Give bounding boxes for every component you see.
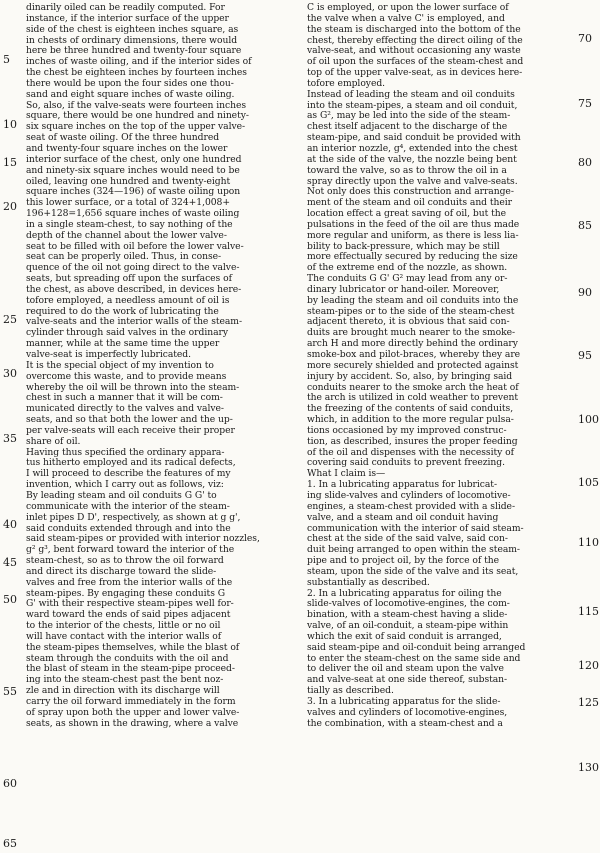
- text-line: more securely shielded and protected against: [307, 360, 519, 371]
- text-line: to enter the steam-chest on the same side and: [307, 653, 521, 664]
- text-line: the steam is discharged into the bottom of the: [307, 24, 521, 35]
- text-line: sand and eight square inches of waste oiling.: [26, 89, 235, 100]
- text-line: smoke-box and pilot-braces, whereby they are: [307, 350, 521, 360]
- text-line: ward toward the ends of said pipes adjacent: [26, 610, 231, 621]
- text-line: C is employed, or upon the lower surface of: [307, 3, 509, 13]
- text-line: seats, and so that both the lower and the up-: [26, 415, 233, 426]
- line-number: 85: [578, 219, 592, 232]
- line-number: 35: [3, 432, 17, 445]
- line-number: 40: [3, 518, 17, 531]
- text-line: steam-pipes. By engaging these conduits G: [26, 588, 226, 599]
- text-line: which the exit of said conduit is arranged,: [307, 631, 502, 642]
- text-line: as G², may be led into the side of the steam-: [307, 111, 511, 122]
- line-number: 75: [578, 97, 592, 110]
- line-number: 90: [578, 286, 592, 299]
- line-number: 120: [578, 659, 599, 672]
- text-line: depth of the channel about the lower valve-: [26, 230, 227, 241]
- text-line: tially as described.: [307, 686, 394, 697]
- text-line: valve, and a steam and oil conduit having: [307, 512, 499, 523]
- line-number: 130: [578, 761, 599, 774]
- line-number: 60: [3, 777, 17, 790]
- line-number: 105: [578, 476, 599, 489]
- text-line: the steam-pipes themselves, while the blast of: [26, 642, 240, 653]
- line-number: 10: [3, 118, 17, 131]
- text-line: seats, as shown in the drawing, where a valve: [26, 718, 239, 729]
- text-line: which, in addition to the more regular pulsa-: [307, 415, 514, 426]
- text-line: The conduits G G' G² may lead from any or-: [307, 274, 508, 285]
- text-line: the blast of steam in the steam-pipe proceed-: [26, 664, 235, 675]
- line-number: 95: [578, 349, 592, 362]
- text-line: the combination, with a steam-chest and a: [307, 718, 503, 729]
- text-line: duits are brought much nearer to the smoke-: [307, 328, 516, 339]
- text-line: side of the chest is eighteen inches square, as: [26, 24, 239, 35]
- text-line: bination, with a steam-chest having a slide-: [307, 610, 508, 621]
- text-line: slide-valves of locomotive-engines, the com-: [307, 599, 510, 610]
- text-line: inches of waste oiling, and if the interior sides of: [26, 57, 252, 68]
- text-line: valves and free from the interior walls of the: [26, 577, 233, 588]
- text-line: the arch is utilized in cold weather to prevent: [307, 393, 518, 404]
- text-line: to the interior of the chests, little or no oil: [26, 621, 221, 632]
- text-line: interior surface of the chest, only one hundred: [26, 154, 242, 165]
- text-line: steam-chest, so as to throw the oil forward: [26, 556, 224, 567]
- line-number: 30: [3, 367, 17, 380]
- text-line: said conduits extended through and into the: [26, 523, 231, 534]
- line-number: 15: [3, 156, 17, 169]
- text-line: toward the valve, so as to throw the oil in a: [307, 165, 507, 176]
- text-line: of spray upon both the upper and lower valve-: [26, 707, 240, 718]
- text-line: communicate with the interior of the steam-: [26, 501, 230, 512]
- text-line: square inches (324—196) of waste oiling upon: [26, 187, 241, 198]
- text-line: chest at the side of the said valve, said con-: [307, 534, 508, 545]
- text-line: the chest be eighteen inches by fourteen inches: [26, 68, 247, 79]
- text-line: required to do the work of lubricating the: [26, 306, 219, 317]
- text-line: I will proceed to describe the features of my: [26, 469, 231, 480]
- text-line: said steam-pipes or provided with interior nozzles,: [26, 534, 260, 545]
- text-line: 2. In a lubricating apparatus for oiling the: [307, 588, 502, 599]
- text-line: will have contact with the interior walls of: [26, 631, 222, 642]
- text-line: G' with their respective steam-pipes well for-: [26, 599, 234, 610]
- text-line: 3. In a lubricating apparatus for the slide-: [307, 697, 501, 707]
- text-line: and twenty-four square inches on the lower: [26, 143, 228, 154]
- text-line: covering said conduits to prevent freezing.: [307, 458, 505, 469]
- text-line: ing into the steam-chest past the bent noz-: [26, 675, 224, 686]
- text-line: communication with the interior of said steam-: [307, 523, 524, 534]
- text-line: instance, if the interior surface of the upper: [26, 13, 229, 24]
- text-line: seats, but spreading off upon the surfaces of: [26, 274, 232, 285]
- text-line: there would be upon the four sides one thou-: [26, 78, 234, 89]
- text-line: valve, of an oil-conduit, a steam-pipe within: [307, 621, 509, 632]
- text-line: invention, which I carry out as follows, viz:: [26, 480, 224, 491]
- text-line: substantially as described.: [307, 577, 430, 588]
- text-line: tion, as described, insures the proper feeding: [307, 436, 518, 447]
- text-line: valve-seats and the interior walls of the steam-: [26, 317, 243, 328]
- text-line: g² g³, bent forward toward the interior of the: [26, 545, 235, 556]
- text-line: tus hitherto employed and its radical defects,: [26, 458, 236, 469]
- text-line: said steam-pipe and oil-conduit being arranged: [307, 642, 526, 653]
- line-number: 110: [578, 536, 599, 549]
- text-line: of the extreme end of the nozzle, as shown.: [307, 263, 508, 274]
- text-line: ment of the steam and oil conduits and their: [307, 198, 513, 209]
- right-text-column: [307, 3, 569, 730]
- line-number: 70: [578, 32, 592, 45]
- text-line: quence of the oil not going direct to the valve-: [26, 263, 240, 274]
- text-line: bility to back-pressure, which may be still: [307, 241, 500, 252]
- line-number: 20: [3, 200, 17, 213]
- line-number: 55: [3, 685, 17, 698]
- text-line: the freezing of the contents of said conduits,: [307, 404, 514, 415]
- text-line: valve-seat is imperfectly lubricated.: [26, 350, 192, 360]
- text-line: inlet pipes D D', respectively, as shown at g g',: [26, 512, 241, 523]
- text-line: at the side of the valve, the nozzle being bent: [307, 154, 517, 165]
- text-line: per valve-seats will each receive their proper: [26, 425, 235, 436]
- text-line: seat to be filled with oil before the lower valve-: [26, 241, 244, 252]
- line-number: 115: [578, 605, 599, 618]
- text-line: here be three hundred and twenty-four square: [26, 46, 242, 57]
- text-line: steam through the conduits with the oil and: [26, 653, 229, 664]
- text-line: chest in such a manner that it will be com-: [26, 393, 223, 404]
- text-line: seat of waste oiling. Of the three hundred: [26, 133, 220, 144]
- left-text-column: [26, 3, 296, 730]
- line-number: 5: [3, 53, 10, 66]
- text-line: injury by accident. So, also, by bringing said: [307, 371, 513, 382]
- text-line: of the oil and dispenses with the necessity of: [307, 447, 514, 458]
- text-line: dinary lubricator or hand-oiler. Moreover,: [307, 284, 500, 295]
- text-line: municated directly to the valves and valve-: [26, 404, 224, 415]
- line-number: 50: [3, 593, 17, 606]
- line-number: 65: [3, 837, 17, 850]
- text-line: duit being arranged to open within the steam-: [307, 545, 520, 556]
- line-number: 100: [578, 413, 599, 426]
- text-line: top of the upper valve-seat, as in devices here-: [307, 68, 523, 79]
- text-line: the chest, as above described, in devices here-: [26, 284, 242, 295]
- text-line: the valve when a valve C' is employed, and: [307, 13, 505, 24]
- text-line: into the steam-pipes, a steam and oil conduit,: [307, 100, 518, 111]
- text-line: and valve-seat at one side thereof, substan-: [307, 675, 508, 686]
- text-line: spray directly upon the valve and valve-seats.: [307, 176, 518, 187]
- text-line: ing slide-valves and cylinders of locomotive-: [307, 490, 511, 501]
- text-line: steam-pipe, and said conduit be provided with: [307, 133, 521, 144]
- text-line: six square inches on the top of the upper valve-: [26, 122, 246, 133]
- text-line: and ninety-six square inches would need to be: [26, 165, 240, 176]
- text-line: manner, while at the same time the upper: [26, 339, 220, 350]
- text-line: whereby the oil will be thrown into the steam-: [26, 382, 240, 393]
- text-line: dinarily oiled can be readily computed. For: [26, 3, 225, 13]
- text-line: and direct its discharge toward the slide-: [26, 566, 217, 577]
- text-line: adjacent thereto, it is obvious that said con-: [307, 317, 510, 328]
- text-line: this lower surface, or a total of 324+1,008+: [26, 198, 230, 209]
- text-line: By leading steam and oil conduits G G' to: [26, 490, 217, 501]
- text-line: 1. In a lubricating apparatus for lubricat-: [307, 480, 498, 491]
- text-line: square, there would be one hundred and ninety-: [26, 111, 249, 122]
- text-line: an interior nozzle, g⁴, extended into the chest: [307, 143, 518, 154]
- text-line: in chests of ordinary dimensions, there would: [26, 35, 238, 46]
- text-line: tofore employed.: [307, 78, 386, 89]
- text-line: of oil upon the surfaces of the steam-chest and: [307, 57, 524, 68]
- text-line: What I claim is—: [307, 469, 386, 480]
- text-line: by leading the steam and oil conduits into the: [307, 295, 519, 306]
- text-line: in a single steam-chest, to say nothing of the: [26, 219, 233, 230]
- text-line: chest itself adjacent to the discharge of the: [307, 122, 508, 133]
- text-line: more effectually secured by reducing the size: [307, 252, 518, 263]
- line-number: 25: [3, 313, 17, 326]
- text-line: So, also, if the valve-seats were fourteen inches: [26, 100, 247, 111]
- text-line: tions occasioned by my improved construc-: [307, 425, 507, 436]
- text-line: share of oil.: [26, 436, 81, 447]
- text-line: cylinder through said valves in the ordinary: [26, 328, 228, 339]
- text-line: Not only does this construction and arrange-: [307, 187, 514, 198]
- text-line: seat can be properly oiled. Thus, in conse-: [26, 252, 222, 263]
- text-line: pipe and to project oil, by the force of the: [307, 556, 499, 567]
- text-line: arch H and more directly behind the ordinary: [307, 339, 518, 350]
- line-number: 125: [578, 696, 599, 709]
- text-line: more regular and uniform, as there is less lia-: [307, 230, 519, 241]
- text-line: steam-pipes or to the side of the steam-chest: [307, 306, 515, 317]
- text-line: zle and in direction with its discharge will: [26, 686, 220, 697]
- text-line: conduits nearer to the smoke arch the heat of: [307, 382, 519, 393]
- text-line: Having thus specified the ordinary appara-: [26, 447, 225, 458]
- line-number: 80: [578, 156, 592, 169]
- text-line: valve-seat, and without occasioning any waste: [307, 46, 521, 57]
- text-line: 196+128=1,656 square inches of waste oiling: [26, 209, 240, 220]
- text-line: Instead of leading the steam and oil conduits: [307, 89, 515, 100]
- line-number: 45: [3, 556, 17, 569]
- text-line: to deliver the oil and steam upon the valve: [307, 664, 504, 675]
- text-line: It is the special object of my invention to: [26, 360, 214, 371]
- text-line: oiled, leaving one hundred and twenty-eight: [26, 176, 231, 187]
- text-line: steam, upon the side of the valve and its seat,: [307, 566, 519, 577]
- text-line: tofore employed, a needless amount of oil is: [26, 295, 230, 306]
- text-line: valves and cylinders of locomotive-engines,: [307, 707, 508, 718]
- text-line: carry the oil forward immediately in the form: [26, 697, 236, 707]
- text-line: location effect a great saving of oil, but the: [307, 209, 507, 220]
- text-line: chest, thereby effecting the direct oiling of the: [307, 35, 523, 46]
- text-line: engines, a steam-chest provided with a slide-: [307, 501, 515, 512]
- text-line: overcome this waste, and to provide means: [26, 371, 227, 382]
- text-line: pulsations in the feed of the oil are thus made: [307, 219, 520, 230]
